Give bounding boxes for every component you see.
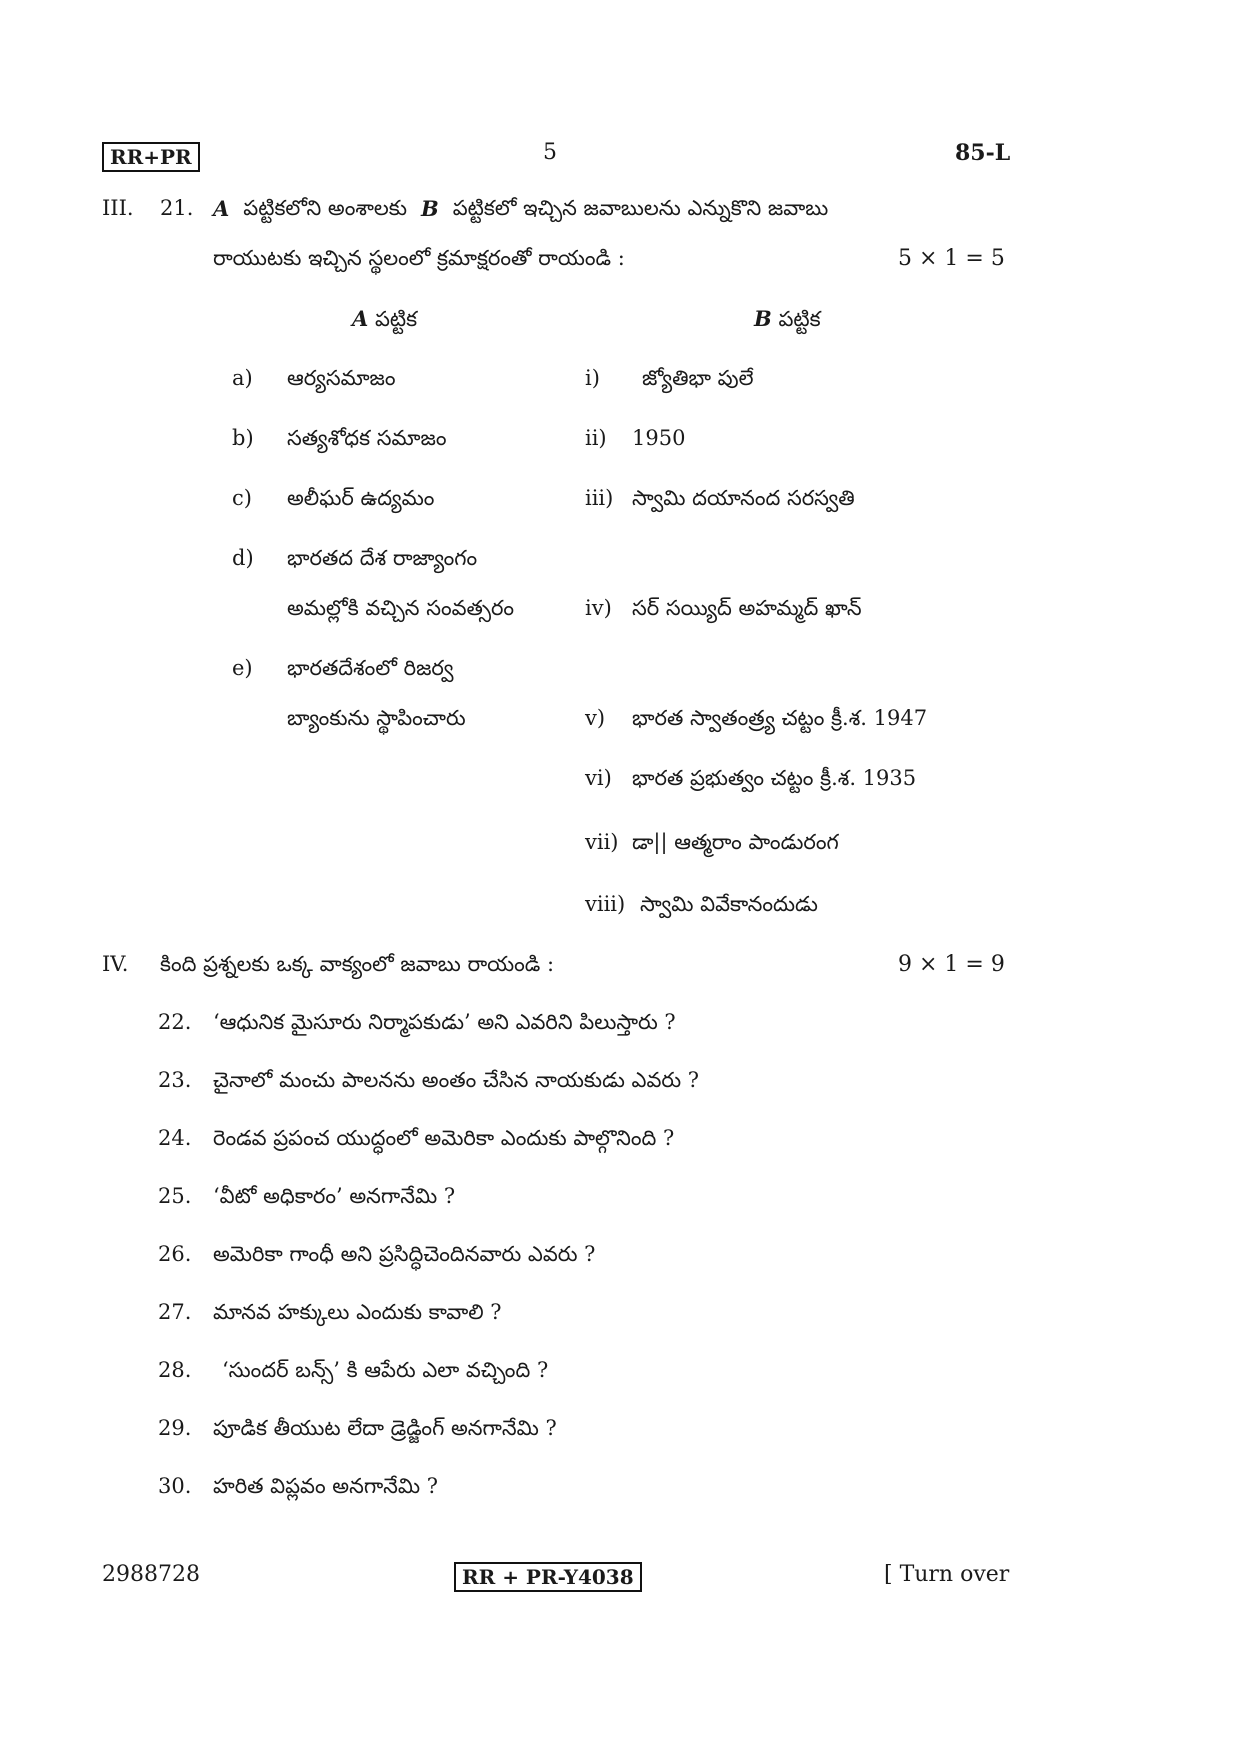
column-a-word: పట్టిక [374,307,418,331]
question-number: 30. [158,1474,192,1498]
question-21-line-2: రాయుటకు ఇచ్చిన స్థలంలో క్రమాక్షరంతో రాయండి : [213,246,625,270]
question-21-line-1 [213,196,1003,226]
question-text: హరిత విప్లవం అనగానేమి ? [213,1474,439,1498]
left-item-label: a) [232,366,253,390]
left-item-label: e) [232,656,253,680]
column-b-heading [754,306,821,337]
paper-code: 85-L [955,140,1011,166]
question-number: 27. [158,1300,192,1324]
question-21-text-a: పట్టికలోని అంశాలకు [243,196,407,220]
right-item-label: vi) [585,766,612,790]
right-item-label: iv) [585,596,612,620]
question-text: ‘ఆధునిక మైసూరు నిర్మాపకుడు’ అని ఎవరిని పిలుస్తారు ? [213,1010,676,1034]
question-number: 22. [158,1010,192,1034]
left-item-text-line-2: అమల్లోకి వచ్చిన సంవత్సరం [287,596,515,620]
right-item-text: భారత స్వాతంత్ర్య చట్టం క్రీ.శ. 1947 [632,706,928,730]
section-4-roman: IV. [102,952,129,976]
question-number: 25. [158,1184,192,1208]
left-item-text: అలీఘర్ ఉద్యమం [287,486,435,510]
footer-turn-over: [ Turn over [884,1562,1010,1587]
column-b-letter: B [754,306,772,331]
right-item-text: స్వామి వివేకానందుడు [640,892,818,916]
section-3-roman: III. [102,196,134,220]
right-item-label: i) [585,366,600,390]
right-item-label: iii) [585,486,614,510]
question-21-text-b: పట్టికలో ఇచ్చిన జవాబులను ఎన్నుకొని జవాబు [452,196,829,220]
column-a-heading [352,306,417,337]
left-item-text: సత్యశోధక సమాజం [287,426,447,450]
question-text: మానవ హక్కులు ఎందుకు కావాలి ? [213,1300,502,1324]
right-item-text: భారత ప్రభుత్వం చట్టం క్రీ.శ. 1935 [632,766,917,790]
right-item-text: సర్ సయ్యిద్ అహమ్మద్ ఖాన్ [632,596,862,620]
left-item-text: భారతద దేశ రాజ్యాంగం [287,546,478,570]
question-number: 23. [158,1068,192,1092]
table-a-letter: A [213,196,230,221]
right-item-text: డా|| ఆత్మరాం పాండురంగ [632,830,839,854]
question-text: అమెరికా గాంధీ అని ప్రసిద్ధిచెందినవారు ఎవరు ? [213,1242,596,1266]
question-number: 29. [158,1416,192,1440]
left-item-text-line-2: బ్యాంకును స్థాపించారు [287,706,466,730]
right-item-label: vii) [585,830,619,854]
question-text: రెండవ ప్రపంచ యుద్ధంలో అమెరికా ఎందుకు పాల్గొనింది ? [213,1126,675,1150]
left-item-label: c) [232,486,252,510]
question-number: 28. [158,1358,192,1382]
question-number: 24. [158,1126,192,1150]
table-b-letter: B [421,196,439,221]
set-code-box: RR+PR [102,142,200,172]
question-text: ‘వీటో అధికారం’ అనగానేమి ? [213,1184,456,1208]
question-21-number: 21. [160,196,194,220]
left-item-label: d) [232,546,254,570]
section-3-marks: 5 × 1 = 5 [898,246,1005,271]
left-item-text: ఆర్యసమాజం [287,366,396,390]
right-item-label: v) [585,706,606,730]
footer-serial: 2988728 [102,1562,200,1587]
right-item-text: జ్యోతిభా పులే [642,366,754,390]
right-item-text: 1950 [632,426,686,450]
right-item-text: స్వామి దయానంద సరస్వతి [632,486,855,510]
question-text: చైనాలో మంచు పాలనను అంతం చేసిన నాయకుడు ఎవరు ? [213,1068,700,1092]
section-4-instruction: కింది ప్రశ్నలకు ఒక్క వాక్యంలో జవాబు రాయండి : [160,952,555,976]
section-4-marks: 9 × 1 = 9 [898,952,1005,977]
left-item-text: భారతదేశంలో రిజర్వ [287,656,454,680]
right-item-label: viii) [585,892,626,916]
question-text: ‘సుందర్ బన్స్’ కి ఆపేరు ఎలా వచ్చింది ? [222,1358,549,1382]
page-number: 5 [543,140,557,165]
column-b-word: పట్టిక [778,307,821,331]
column-a-letter: A [352,306,369,331]
right-item-label: ii) [585,426,607,450]
question-number: 26. [158,1242,192,1266]
footer-code-box: RR + PR-Y4038 [454,1562,642,1592]
question-text: పూడిక తీయుట లేదా డ్రెడ్జింగ్ అనగానేమి ? [213,1416,557,1440]
left-item-label: b) [232,426,254,450]
